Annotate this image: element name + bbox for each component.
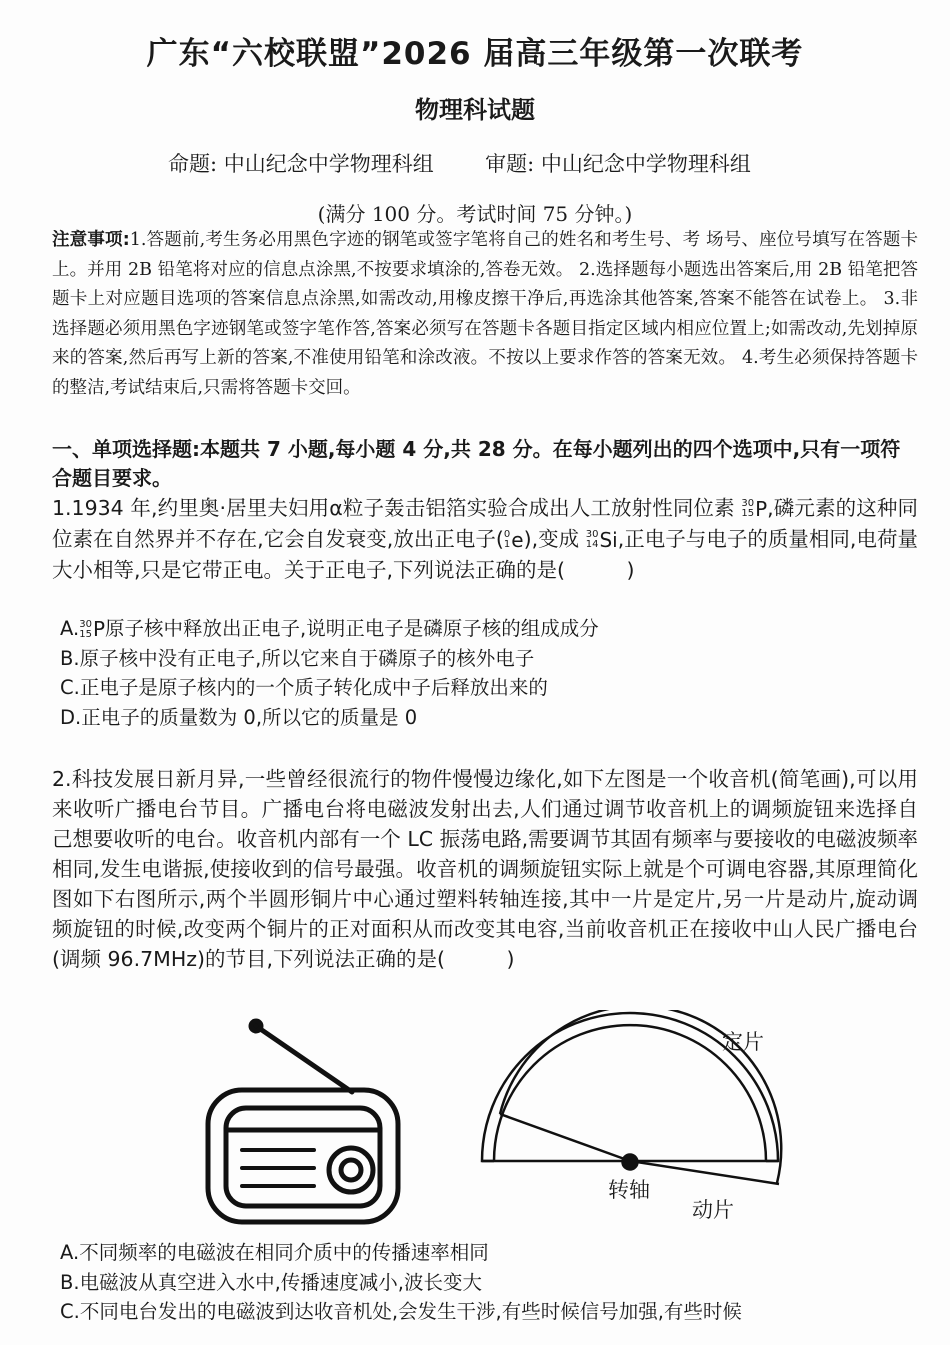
nuclide-p30 — [79, 615, 105, 645]
q1-text-2: ,磷元素的这种同位素在自然界并不存在,它会自发衰变,放出正电子( — [52, 496, 918, 551]
tuning-knob-inner — [341, 1160, 361, 1180]
nuclide-p30 — [741, 494, 767, 524]
nuclide-positron — [504, 525, 524, 555]
section-heading: 一、单项选择题:本题共 7 小题,每小题 4 分,共 28 分。在每小题列出的四个选项中,只有一项符合题目要求。 — [52, 437, 901, 490]
nuclide-symbol: e — [511, 528, 524, 552]
score-info: (满分 100 分。考试时间 75 分钟。) — [317, 202, 633, 226]
nuclide-mass: 30 — [585, 529, 599, 540]
q1-text-3: ),变成 — [523, 527, 586, 551]
nuclide-mass: 30 — [79, 618, 92, 630]
option-a-text: 原子核中释放出正电子,说明正电子是磷原子核的组成成分 — [105, 617, 599, 640]
reviewer-label: 审题: — [485, 152, 535, 176]
axis-icon — [623, 1155, 638, 1170]
label-moving-plate: 动片 — [692, 1198, 734, 1222]
nuclide-charge: 15 — [79, 628, 92, 640]
question-1-options — [60, 614, 599, 732]
radio-drawing — [208, 1021, 398, 1222]
question-2-options — [60, 1238, 742, 1327]
setter-label: 命题: — [168, 152, 218, 176]
notice-label: 注意事项: — [52, 230, 130, 250]
nuclide-charge: 15 — [741, 508, 755, 519]
nuclide-mass: 30 — [741, 498, 755, 509]
subject-title: 物理科试题 — [415, 96, 535, 124]
option-b[interactable]: B.电磁波从真空进入水中,传播速度减小,波长变大 — [60, 1270, 482, 1294]
option-a-prefix: A. — [60, 617, 80, 640]
nuclide-symbol: Si — [599, 528, 618, 552]
question-2-figure — [0, 1010, 950, 1244]
reviewer-name: 中山纪念中学物理科组 — [540, 152, 751, 176]
exam-title: 广东“六校联盟”2026 届高三年级第一次联考 — [146, 36, 804, 72]
label-fixed-plate: 定片 — [722, 1030, 764, 1054]
nuclide-mass: 0 — [503, 529, 511, 540]
setter-name: 中山纪念中学物理科组 — [223, 152, 434, 176]
q1-text-4: ,正电子与电子的质量相同,电荷量大小相等,只是它带正电。关于正电子,下列说法正确的是( ) — [52, 527, 919, 582]
nuclide-symbol: P — [755, 497, 768, 521]
question-1-stem — [52, 493, 918, 585]
nuclide-symbol: P — [92, 616, 105, 641]
tuning-knob — [329, 1148, 373, 1192]
option-a[interactable]: A.不同频率的电磁波在相同介质中的传播速率相同 — [60, 1241, 489, 1264]
option-a[interactable] — [60, 614, 599, 644]
q1-text-1: 1.1934 年,约里奥·居里夫妇用α粒子轰击铝箔实验合成出人工放射性同位素 — [52, 496, 742, 520]
notice-block — [52, 226, 918, 404]
moving-plate-edge — [500, 1114, 630, 1161]
radio-antenna — [256, 1026, 352, 1092]
option-d[interactable]: D.正电子的质量数为 0,所以它的质量是 0 — [60, 705, 418, 729]
nuclide-charge: 14 — [585, 539, 599, 550]
option-b[interactable]: B.原子核中没有正电子,所以它来自于磷原子的核外电子 — [60, 646, 535, 670]
option-c[interactable]: C.正电子是原子核内的一个质子转化成中子后释放出来的 — [60, 676, 548, 699]
nuclide-si30 — [586, 525, 618, 555]
figure-svg — [0, 1010, 950, 1240]
authors-line — [168, 148, 751, 178]
moving-plate-edge — [630, 1161, 779, 1184]
antenna-tip — [251, 1021, 261, 1031]
nuclide-charge: 1 — [503, 539, 511, 550]
question-2-stem: 2.科技发展日新月异,一些曾经很流行的物件慢慢边缘化,如下左图是一个收音机(简笔画),可以用来收听广播电台节目。广播电台将电磁波发射出去,人们通过调节收音机上的调频旋钮来选择自己想要收听的电台。收音机内部有一个 LC 振荡电路,需要调节其固有频率与要接收的电磁波频率相同,发生电谐振,使接收到的信号最强。收音机的调频旋钮实际上就是个可调电容器,其原理简化图如下右图所示,两个半圆形铜片中心通过塑料转轴连接,其中一片是定片,另一片是动片,旋动调频旋钮的时候,改变两个铜片的正对面积从而改变其电容,当前收音机正在接收中山人民广播电台(调频 96.7MHz)的节目,下列说法正确的是( ) — [52, 767, 918, 971]
option-c[interactable]: C.不同电台发出的电磁波到达收音机处,会发生干涉,有些时候信号加强,有些时候 — [60, 1300, 742, 1323]
notice-text: 1.答题前,考生务必用黑色字迹的钢笔或签字笔将自己的姓名和考生号、考 场号、座位号填写在答题卡上。并用 2B 铅笔将对应的信息点涂黑,不按要求填涂的,答卷无效。 2.选择题每小题选出答案后,用 2B 铅笔把答题卡上对应题目选项的答案信息点涂黑,如需改动,用橡皮擦干净后,再选涂其他答案,答案不能答在试卷上。 3.非选择题必须用黑色字迹钢笔或签字笔作答,答案必须写在答题卡各题目指定区域内相应位置上;如需改动,先划掉原来的答案,然后再写上新的答案,不准使用铅笔和涂改液。不按以上要求作答的答案无效。 4.考生必须保持答题卡的整洁,考试结束后,只需将答题卡交回。 — [52, 230, 919, 398]
label-axis: 转轴 — [608, 1178, 650, 1202]
